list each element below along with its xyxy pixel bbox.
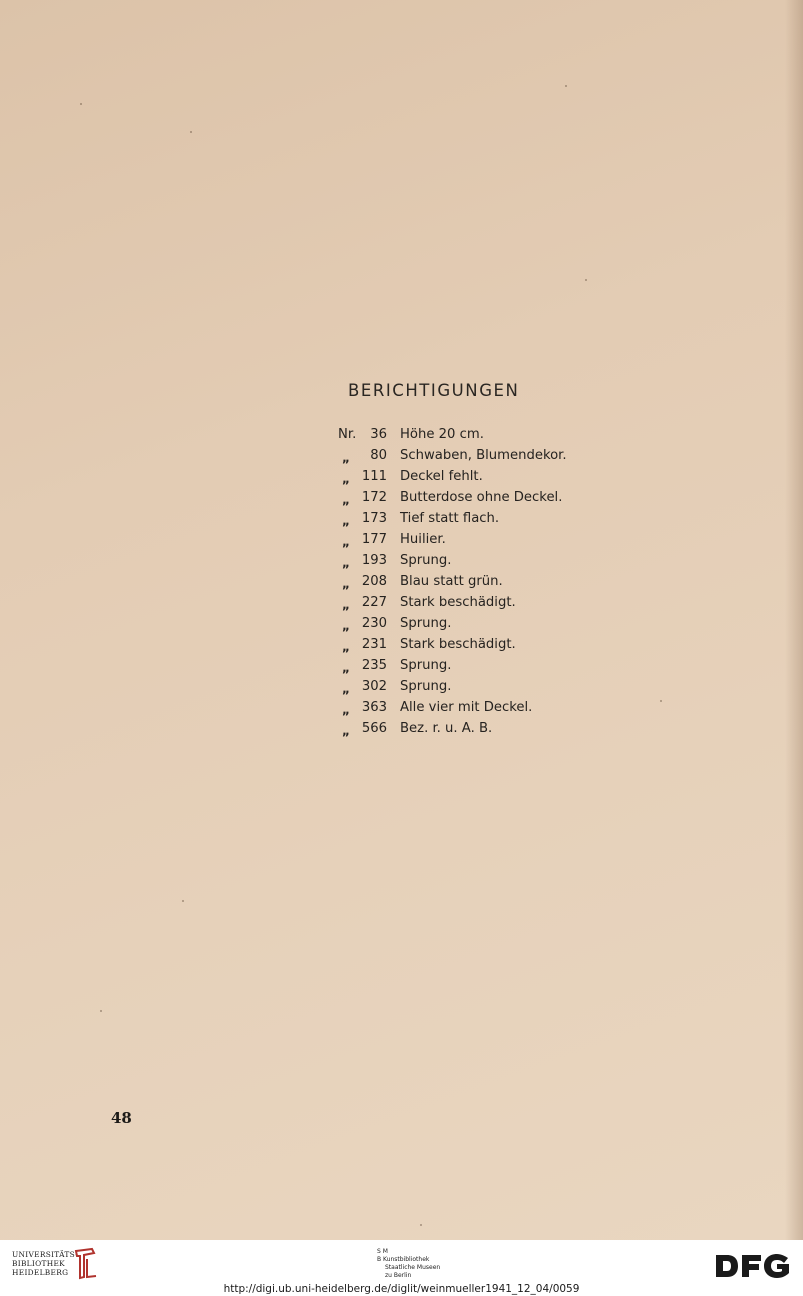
stamp-line: B Kunstbibliothek xyxy=(377,1256,430,1263)
correction-row xyxy=(0,511,803,532)
item-correction: Sprung. xyxy=(400,679,452,694)
correction-row xyxy=(0,616,803,637)
museum-stamp xyxy=(377,1248,440,1280)
correction-row xyxy=(0,448,803,469)
item-number: 80 xyxy=(370,448,387,463)
ditto-mark: „ xyxy=(342,619,350,633)
correction-row xyxy=(0,679,803,700)
item-number: 208 xyxy=(361,574,387,589)
item-correction: Schwaben, Blumendekor. xyxy=(400,448,567,463)
item-correction: Alle vier mit Deckel. xyxy=(400,700,533,715)
correction-row xyxy=(0,490,803,511)
paper-speck xyxy=(100,1010,102,1012)
correction-row xyxy=(0,637,803,658)
paper-speck xyxy=(190,131,192,133)
stamp-line: S M xyxy=(377,1248,388,1255)
item-number: 231 xyxy=(361,637,387,652)
item-number: 173 xyxy=(361,511,387,526)
stamp-line: Staatliche Museen xyxy=(385,1264,441,1271)
ditto-mark: „ xyxy=(342,535,350,549)
item-number: 193 xyxy=(361,553,387,568)
university-line: UNIVERSITÄTS- xyxy=(12,1250,79,1259)
ditto-mark: „ xyxy=(342,493,350,507)
ditto-mark: „ xyxy=(342,682,350,696)
ditto-mark: „ xyxy=(342,556,350,570)
item-number: 566 xyxy=(361,721,387,736)
heading-block xyxy=(348,381,554,405)
paper-speck xyxy=(420,1224,422,1226)
paper-speck xyxy=(80,103,82,105)
ditto-mark: „ xyxy=(342,451,350,465)
item-number: 111 xyxy=(361,469,387,484)
item-correction: Butterdose ohne Deckel. xyxy=(400,490,563,505)
correction-row xyxy=(0,595,803,616)
paper-speck xyxy=(182,900,184,902)
paper-speck xyxy=(585,279,587,281)
number-prefix: Nr. xyxy=(338,427,357,442)
ditto-mark: „ xyxy=(342,661,350,675)
correction-row xyxy=(0,553,803,574)
correction-row xyxy=(0,658,803,679)
item-correction: Stark beschädigt. xyxy=(400,595,516,610)
university-library-label xyxy=(12,1250,78,1277)
page-heading: BERICHTIGUNGEN xyxy=(348,381,520,400)
item-number: 363 xyxy=(361,700,387,715)
ditto-mark: „ xyxy=(342,598,350,612)
dfg-logo-icon xyxy=(714,1252,792,1280)
item-correction: Huilier. xyxy=(400,532,446,547)
ditto-mark: „ xyxy=(342,640,350,654)
item-number: 235 xyxy=(361,658,387,673)
correction-row xyxy=(0,721,803,742)
item-correction: Blau statt grün. xyxy=(400,574,503,589)
correction-row xyxy=(0,532,803,553)
ditto-mark: „ xyxy=(342,577,350,591)
ditto-mark: „ xyxy=(342,472,350,486)
item-number: 302 xyxy=(361,679,387,694)
item-correction: Höhe 20 cm. xyxy=(400,427,484,442)
correction-row xyxy=(0,574,803,595)
correction-row xyxy=(0,700,803,721)
item-correction: Stark beschädigt. xyxy=(400,637,516,652)
page-number: 48 xyxy=(111,1109,132,1127)
item-correction: Sprung. xyxy=(400,658,452,673)
university-line: HEIDELBERG xyxy=(12,1268,69,1277)
item-correction: Bez. r. u. A. B. xyxy=(400,721,493,736)
stamp-line: zu Berlin xyxy=(385,1272,412,1279)
correction-row xyxy=(0,469,803,490)
ditto-mark: „ xyxy=(342,703,350,717)
ditto-mark: „ xyxy=(342,514,350,528)
item-correction: Tief statt flach. xyxy=(400,511,500,526)
digitization-footer xyxy=(0,1240,803,1296)
item-number: 227 xyxy=(361,595,387,610)
item-correction: Deckel fehlt. xyxy=(400,469,483,484)
source-url: http://digi.ub.uni-heidelberg.de/diglit/weinmueller1941_12_04/0059 xyxy=(223,1283,580,1295)
correction-row xyxy=(0,427,803,448)
item-number: 177 xyxy=(361,532,387,547)
university-logo-icon xyxy=(72,1247,98,1281)
ditto-mark: „ xyxy=(342,724,350,738)
item-correction: Sprung. xyxy=(400,616,452,631)
item-number: 36 xyxy=(370,427,387,442)
item-number: 230 xyxy=(361,616,387,631)
item-correction: Sprung. xyxy=(400,553,452,568)
paper-speck xyxy=(565,85,567,87)
item-number: 172 xyxy=(361,490,387,505)
university-line: BIBLIOTHEK xyxy=(12,1259,65,1268)
